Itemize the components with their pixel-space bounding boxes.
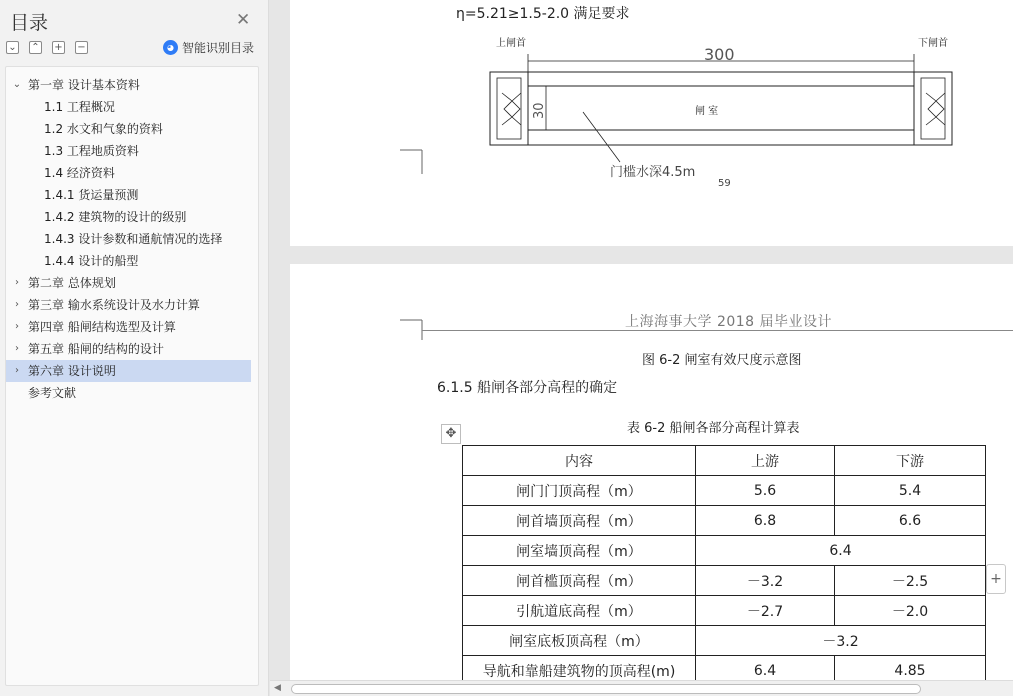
length-dimension: 300 <box>704 45 735 64</box>
toc-item-1-4[interactable] <box>6 162 251 184</box>
toc-item-1-4-3[interactable] <box>6 228 251 250</box>
header-divider <box>422 330 1013 331</box>
sill-depth-label: 门槛水深4.5m <box>610 165 696 180</box>
remove-level-icon[interactable]: − <box>75 41 88 54</box>
toc-item-label: 1.4.1 货运量预测 <box>44 188 139 202</box>
page-number: 59 <box>718 178 731 189</box>
table-move-icon[interactable]: ✥ <box>441 424 461 444</box>
table-cell: －2.0 <box>835 596 986 626</box>
page-59 <box>290 0 1013 246</box>
table-caption: 表 6-2 船闸各部分高程计算表 <box>627 421 800 436</box>
toc-item-label: 1.4.2 建筑物的设计的级别 <box>44 210 187 224</box>
table-row <box>463 536 986 566</box>
toc-item-1-4-2[interactable] <box>6 206 251 228</box>
width-dimension: 30 <box>532 102 547 119</box>
toc-item-chapter-4[interactable] <box>6 316 251 338</box>
collapse-icon[interactable]: ⌃ <box>29 41 42 54</box>
table-cell: 闸首墙顶高程（m） <box>463 506 696 536</box>
toc-item-label: 第三章 输水系统设计及水力计算 <box>28 298 200 312</box>
table-cell: 闸首槛顶高程（m） <box>463 566 696 596</box>
scrollbar-thumb[interactable] <box>291 684 921 694</box>
table-row <box>463 506 986 536</box>
chamber-label: 闸 室 <box>695 106 719 117</box>
lock-chamber-drawing <box>290 0 1013 246</box>
toc-item-label: 第五章 船闸的结构的设计 <box>28 342 164 356</box>
toc-sidebar <box>0 0 269 696</box>
toc-item-1-2[interactable] <box>6 118 251 140</box>
toc-item-chapter-2[interactable] <box>6 272 251 294</box>
section-heading: 6.1.5 船闸各部分高程的确定 <box>437 380 618 396</box>
toc-item-1-4-4[interactable] <box>6 250 251 272</box>
table-cell: －2.7 <box>696 596 835 626</box>
table-row <box>463 476 986 506</box>
table-cell-merged: 6.4 <box>696 536 986 566</box>
table-cell: 6.8 <box>696 506 835 536</box>
table-cell: 5.6 <box>696 476 835 506</box>
ai-icon: ◕ <box>163 40 178 55</box>
document-view[interactable] <box>270 0 1013 680</box>
upper-head-label: 上闸首 <box>496 38 526 49</box>
table-header-cell: 内容 <box>463 446 696 476</box>
expand-all-icon[interactable]: ⌄ <box>6 41 19 54</box>
toc-item-label: 1.1 工程概况 <box>44 100 115 114</box>
chevron-right-icon[interactable]: › <box>15 277 19 288</box>
sidebar-title: 目录 <box>10 12 49 34</box>
toc-item-label: 1.4.4 设计的船型 <box>44 254 139 268</box>
close-icon[interactable]: ✕ <box>236 10 251 30</box>
toc-item-chapter-5[interactable] <box>6 338 251 360</box>
table-cell: 4.85 <box>835 656 986 681</box>
toc-item-label: 第六章 设计说明 <box>28 364 116 378</box>
toc-item-label: 参考文献 <box>28 386 77 400</box>
toc-item-1-1[interactable] <box>6 96 251 118</box>
smart-toc-label: 智能识别目录 <box>182 41 255 55</box>
toc-list <box>5 66 259 686</box>
add-level-icon[interactable]: + <box>52 41 65 54</box>
chevron-down-icon[interactable]: ⌄ <box>12 79 22 90</box>
table-cell: 6.4 <box>696 656 835 681</box>
toc-item-label: 1.3 工程地质资料 <box>44 144 139 158</box>
table-header-cell: 上游 <box>696 446 835 476</box>
toc-item-1-4-1[interactable] <box>6 184 251 206</box>
elevation-table <box>462 445 986 680</box>
table-row <box>463 626 986 656</box>
toc-item-label: 1.4 经济资料 <box>44 166 115 180</box>
toc-item-label: 第四章 船闸结构选型及计算 <box>28 320 176 334</box>
table-cell: 闸室底板顶高程（m） <box>463 626 696 656</box>
toc-item-1-3[interactable] <box>6 140 251 162</box>
table-row <box>463 596 986 626</box>
scroll-left-icon[interactable]: ◀ <box>274 683 281 693</box>
chevron-right-icon[interactable]: › <box>15 299 19 310</box>
toc-item-chapter-1[interactable] <box>6 74 251 96</box>
table-cell-merged: －3.2 <box>696 626 986 656</box>
toc-item-references[interactable] <box>6 382 251 404</box>
table-cell: －3.2 <box>696 566 835 596</box>
figure-caption: 图 6-2 闸室有效尺度示意图 <box>642 353 802 368</box>
page-60 <box>290 264 1013 680</box>
table-header-cell: 下游 <box>835 446 986 476</box>
lower-head-label: 下闸首 <box>918 38 948 49</box>
table-cell: 引航道底高程（m） <box>463 596 696 626</box>
smart-toc-button[interactable] <box>163 39 254 56</box>
chevron-right-icon[interactable]: › <box>15 321 19 332</box>
chevron-right-icon[interactable]: › <box>15 343 19 354</box>
table-cell: 闸门门顶高程（m） <box>463 476 696 506</box>
toc-item-label: 1.2 水文和气象的资料 <box>44 122 163 136</box>
formula-text: η=5.21≥1.5-2.0 满足要求 <box>456 6 630 22</box>
toc-toolbar <box>6 41 88 55</box>
horizontal-scrollbar[interactable] <box>270 680 1013 696</box>
toc-item-label: 第一章 设计基本资料 <box>28 78 140 92</box>
table-cell: 6.6 <box>835 506 986 536</box>
table-cell: 5.4 <box>835 476 986 506</box>
margin-corner-mark <box>290 264 430 344</box>
toc-item-label: 第二章 总体规划 <box>28 276 116 290</box>
page-header: 上海海事大学 2018 届毕业设计 <box>625 314 833 330</box>
toc-item-label: 1.4.3 设计参数和通航情况的选择 <box>44 232 223 246</box>
table-row <box>463 566 986 596</box>
table-header-row <box>463 446 986 476</box>
table-cell: －2.5 <box>835 566 986 596</box>
chevron-right-icon[interactable]: › <box>15 365 19 376</box>
toc-item-chapter-6[interactable] <box>6 360 251 382</box>
add-row-icon[interactable]: + <box>986 564 1006 594</box>
table-cell: 闸室墙顶高程（m） <box>463 536 696 566</box>
table-cell: 导航和靠船建筑物的顶高程(m) <box>463 656 696 681</box>
toc-item-chapter-3[interactable] <box>6 294 251 316</box>
table-row <box>463 656 986 681</box>
